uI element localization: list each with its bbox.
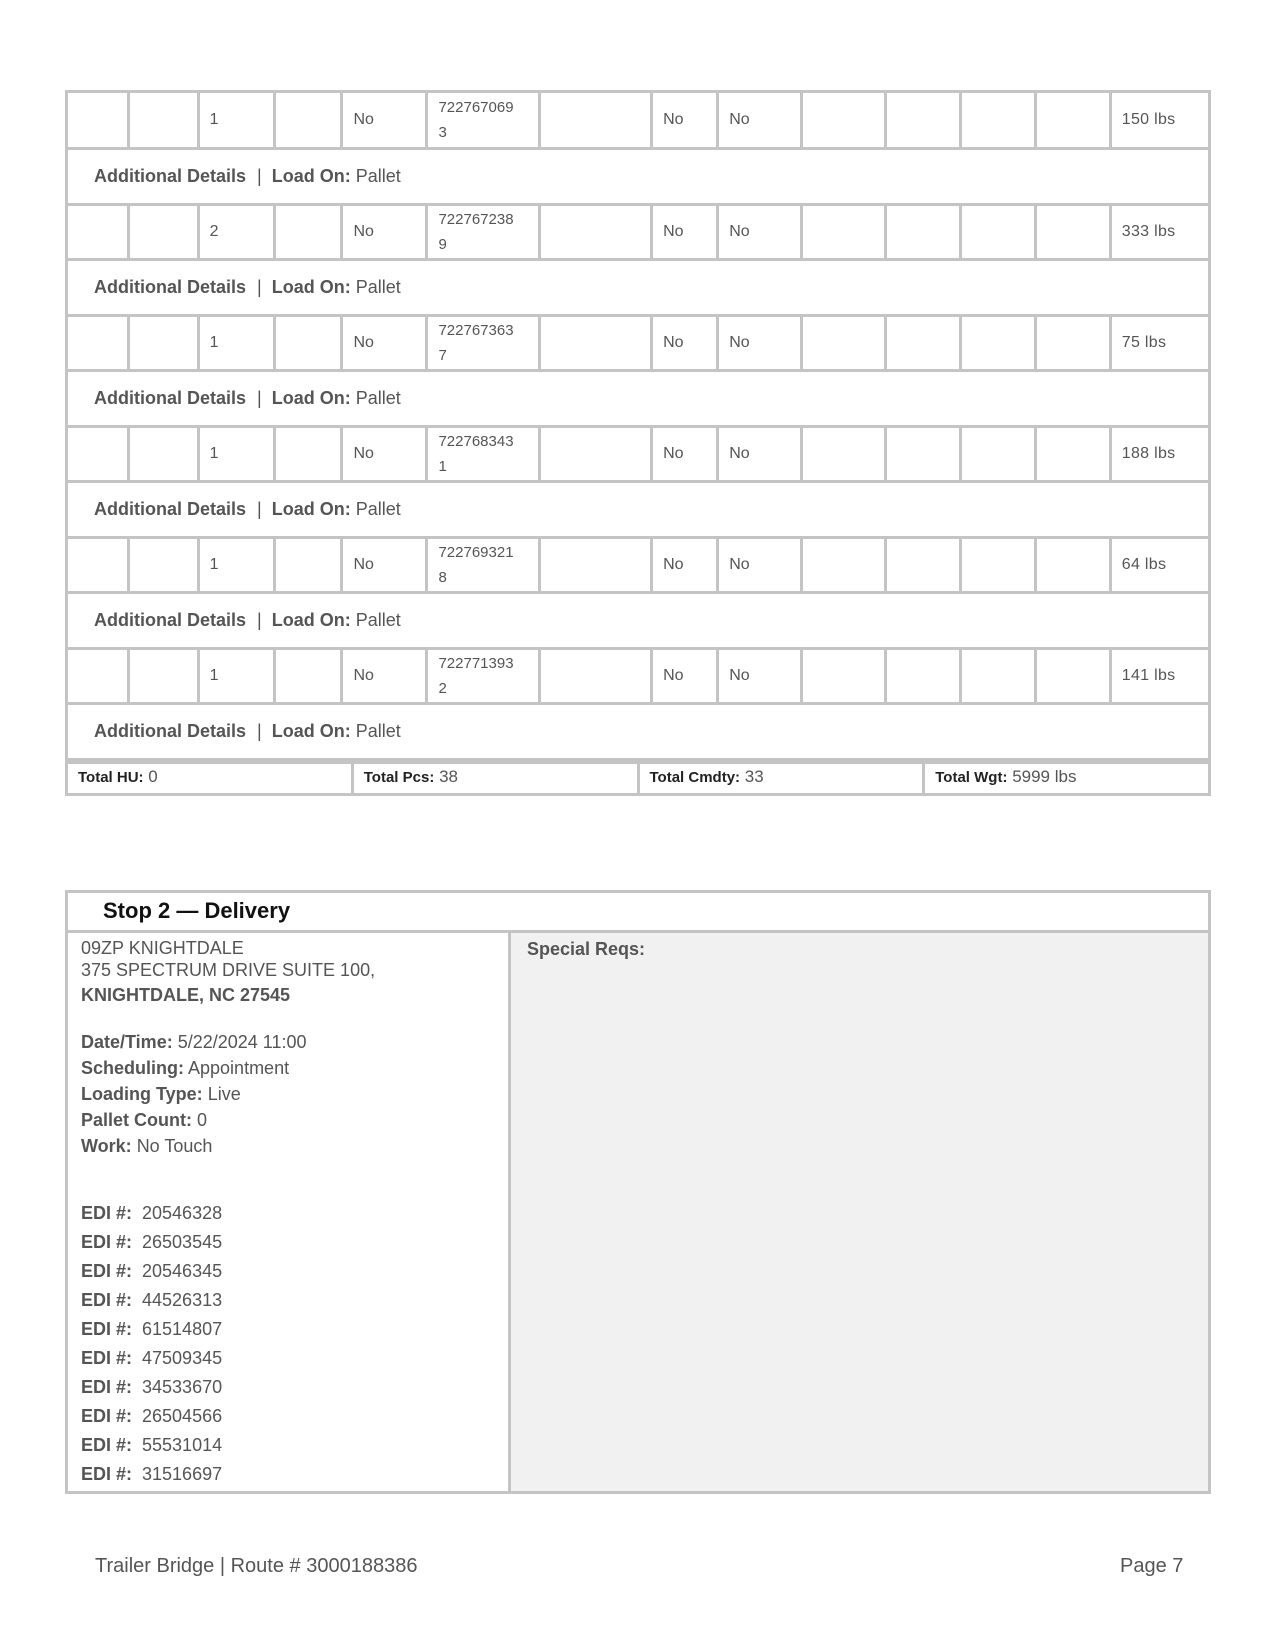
pro-number-line: 722767238	[438, 210, 514, 228]
location-name: 09ZP KNIGHTDALE	[81, 938, 244, 958]
cell-empty	[960, 426, 1036, 481]
edi-entry	[81, 1344, 508, 1373]
table-row	[68, 537, 1208, 592]
details-label: Additional Details	[94, 721, 247, 741]
flag-cell: No	[652, 93, 718, 148]
cell-empty	[129, 204, 198, 259]
load-on-value: Pallet	[355, 277, 401, 297]
pro-number-line: 722767363	[438, 321, 514, 339]
weight-cell: 141 lbs	[1110, 648, 1208, 703]
cell-empty	[539, 93, 651, 148]
qty-cell: 1	[198, 426, 275, 481]
load-on-value: Pallet	[355, 721, 401, 741]
footer-route: Trailer Bridge | Route # 3000188386	[95, 1555, 418, 1577]
flag-cell: No	[718, 204, 802, 259]
cell-empty	[275, 537, 342, 592]
additional-details-cell	[68, 592, 1208, 648]
edi-value: 26503545	[142, 1232, 223, 1252]
details-label: Additional Details	[94, 610, 247, 630]
edi-label: EDI #:	[81, 1435, 133, 1455]
edi-label: EDI #:	[81, 1203, 133, 1223]
edi-label: EDI #:	[81, 1377, 133, 1397]
separator: |	[252, 499, 262, 519]
cell-empty	[129, 426, 198, 481]
flag-cell: No	[652, 648, 718, 703]
pro-number-line: 9	[438, 235, 447, 253]
date-time: Date/Time: 5/22/2024 11:00	[81, 1032, 307, 1052]
hazmat-cell: No	[342, 426, 427, 481]
cell-empty	[1036, 315, 1111, 370]
cell-empty	[802, 93, 886, 148]
cell-empty	[1036, 204, 1111, 259]
cell-empty	[1036, 93, 1111, 148]
pro-number-cell	[427, 93, 539, 148]
additional-details-row	[68, 370, 1208, 426]
cell-empty	[1036, 648, 1111, 703]
cell-empty	[68, 93, 129, 148]
table-row	[68, 204, 1208, 259]
total-cmdty: Total Cmdty: 33	[640, 764, 926, 793]
pro-number-cell	[427, 204, 539, 259]
cell-empty	[539, 648, 651, 703]
qty-cell: 1	[198, 93, 275, 148]
pro-number-line: 722768343	[438, 432, 514, 450]
hazmat-cell: No	[342, 315, 427, 370]
cell-empty	[886, 204, 961, 259]
additional-details-cell	[68, 703, 1208, 759]
edi-label: EDI #:	[81, 1406, 133, 1426]
table-row	[68, 648, 1208, 703]
freight-items-table	[65, 90, 1211, 796]
pro-number-line: 1	[438, 457, 447, 475]
stop-title: Stop 2 — Delivery	[68, 893, 1208, 933]
flag-cell: No	[718, 648, 802, 703]
edi-value: 47509345	[142, 1348, 223, 1368]
items-grid	[68, 93, 1208, 761]
qty-cell: 1	[198, 315, 275, 370]
city-state-zip: KNIGHTDALE, NC 27545	[81, 985, 291, 1005]
hazmat-cell: No	[342, 204, 427, 259]
flag-cell: No	[718, 315, 802, 370]
street-address: 375 SPECTRUM DRIVE SUITE 100,	[81, 960, 376, 980]
flag-cell: No	[652, 204, 718, 259]
edi-list	[81, 1199, 508, 1489]
additional-details-row	[68, 259, 1208, 315]
cell-empty	[960, 537, 1036, 592]
load-on-label: Load On:	[271, 721, 351, 741]
cell-empty	[802, 204, 886, 259]
load-on-value: Pallet	[355, 388, 401, 408]
details-label: Additional Details	[94, 388, 247, 408]
cell-empty	[129, 648, 198, 703]
special-reqs-label: Special Reqs:	[527, 939, 646, 959]
qty-cell: 2	[198, 204, 275, 259]
cell-empty	[802, 426, 886, 481]
cell-empty	[68, 648, 129, 703]
pro-number-line: 722767069	[438, 98, 514, 116]
edi-value: 31516697	[142, 1464, 223, 1484]
hazmat-cell: No	[342, 93, 427, 148]
cell-empty	[275, 648, 342, 703]
weight-cell: 188 lbs	[1110, 426, 1208, 481]
separator: |	[252, 166, 262, 186]
pro-number-line: 722771393	[438, 654, 514, 672]
hazmat-cell: No	[342, 648, 427, 703]
edi-value: 44526313	[142, 1290, 223, 1310]
cell-empty	[886, 648, 961, 703]
cell-empty	[68, 315, 129, 370]
edi-entry	[81, 1286, 508, 1315]
table-row	[68, 426, 1208, 481]
cell-empty	[802, 648, 886, 703]
cell-empty	[886, 537, 961, 592]
load-on-label: Load On:	[271, 388, 351, 408]
cell-empty	[802, 315, 886, 370]
edi-entry	[81, 1228, 508, 1257]
cell-empty	[275, 315, 342, 370]
cell-empty	[960, 93, 1036, 148]
edi-entry	[81, 1257, 508, 1286]
totals-row	[68, 761, 1208, 793]
separator: |	[252, 610, 262, 630]
pro-number-line: 722769321	[438, 543, 514, 561]
cell-empty	[129, 93, 198, 148]
flag-cell: No	[652, 315, 718, 370]
pro-number-line: 3	[438, 123, 447, 141]
edi-label: EDI #:	[81, 1290, 133, 1310]
edi-entry	[81, 1431, 508, 1460]
cell-empty	[960, 648, 1036, 703]
additional-details-row	[68, 703, 1208, 759]
edi-label: EDI #:	[81, 1319, 133, 1339]
flag-cell: No	[652, 426, 718, 481]
pro-number-line: 7	[438, 346, 447, 364]
cell-empty	[539, 315, 651, 370]
pro-number-line: 8	[438, 568, 447, 586]
weight-cell: 64 lbs	[1110, 537, 1208, 592]
edi-value: 55531014	[142, 1435, 223, 1455]
edi-entry	[81, 1402, 508, 1431]
load-on-label: Load On:	[271, 277, 351, 297]
edi-value: 26504566	[142, 1406, 223, 1426]
table-row	[68, 93, 1208, 148]
qty-cell: 1	[198, 537, 275, 592]
pro-number-cell	[427, 537, 539, 592]
cell-empty	[539, 537, 651, 592]
edi-value: 61514807	[142, 1319, 223, 1339]
cell-empty	[275, 93, 342, 148]
edi-value: 34533670	[142, 1377, 223, 1397]
additional-details-cell	[68, 481, 1208, 537]
edi-entry	[81, 1373, 508, 1402]
cell-empty	[1036, 537, 1111, 592]
cell-empty	[129, 315, 198, 370]
details-label: Additional Details	[94, 499, 247, 519]
total-pcs: Total Pcs: 38	[354, 764, 640, 793]
load-on-label: Load On:	[271, 166, 351, 186]
edi-label: EDI #:	[81, 1464, 133, 1484]
weight-cell: 75 lbs	[1110, 315, 1208, 370]
pro-number-cell	[427, 426, 539, 481]
cell-empty	[886, 426, 961, 481]
load-on-label: Load On:	[271, 610, 351, 630]
cell-empty	[129, 537, 198, 592]
additional-details-cell	[68, 148, 1208, 204]
cell-empty	[68, 537, 129, 592]
pro-number-line: 2	[438, 679, 447, 697]
additional-details-row	[68, 148, 1208, 204]
qty-cell: 1	[198, 648, 275, 703]
footer-page-number: Page 7	[1120, 1555, 1184, 1577]
weight-cell: 150 lbs	[1110, 93, 1208, 148]
edi-label: EDI #:	[81, 1232, 133, 1252]
load-on-value: Pallet	[355, 166, 401, 186]
cell-empty	[539, 426, 651, 481]
cell-empty	[68, 426, 129, 481]
stop-panel	[65, 890, 1211, 1494]
cell-empty	[886, 315, 961, 370]
separator: |	[252, 721, 262, 741]
edi-entry	[81, 1315, 508, 1344]
edi-entry	[81, 1199, 508, 1228]
pro-number-cell	[427, 315, 539, 370]
cell-empty	[1036, 426, 1111, 481]
separator: |	[252, 277, 262, 297]
table-row	[68, 315, 1208, 370]
edi-value: 20546345	[142, 1261, 223, 1281]
scheduling: Scheduling: Appointment	[81, 1058, 290, 1078]
additional-details-row	[68, 481, 1208, 537]
edi-entry	[81, 1460, 508, 1489]
cell-empty	[539, 204, 651, 259]
cell-empty	[886, 93, 961, 148]
edi-label: EDI #:	[81, 1261, 133, 1281]
stop-details	[68, 933, 511, 1491]
flag-cell: No	[718, 537, 802, 592]
edi-label: EDI #:	[81, 1348, 133, 1368]
flag-cell: No	[652, 537, 718, 592]
loading-type: Loading Type: Live	[81, 1084, 241, 1104]
load-on-value: Pallet	[355, 499, 401, 519]
edi-value: 20546328	[142, 1203, 223, 1223]
details-label: Additional Details	[94, 277, 247, 297]
work: Work: No Touch	[81, 1136, 213, 1156]
load-on-label: Load On:	[271, 499, 351, 519]
flag-cell: No	[718, 426, 802, 481]
additional-details-cell	[68, 370, 1208, 426]
flag-cell: No	[718, 93, 802, 148]
special-requirements-box	[511, 933, 1208, 1491]
additional-details-row	[68, 592, 1208, 648]
cell-empty	[960, 315, 1036, 370]
pallet-count: Pallet Count: 0	[81, 1110, 208, 1130]
details-label: Additional Details	[94, 166, 247, 186]
total-hu: Total HU: 0	[68, 764, 354, 793]
weight-cell: 333 lbs	[1110, 204, 1208, 259]
cell-empty	[802, 537, 886, 592]
total-wgt: Total Wgt: 5999 lbs	[935, 766, 1077, 786]
additional-details-cell	[68, 259, 1208, 315]
load-on-value: Pallet	[355, 610, 401, 630]
hazmat-cell: No	[342, 537, 427, 592]
cell-empty	[960, 204, 1036, 259]
separator: |	[252, 388, 262, 408]
cell-empty	[275, 426, 342, 481]
cell-empty	[68, 204, 129, 259]
cell-empty	[275, 204, 342, 259]
pro-number-cell	[427, 648, 539, 703]
